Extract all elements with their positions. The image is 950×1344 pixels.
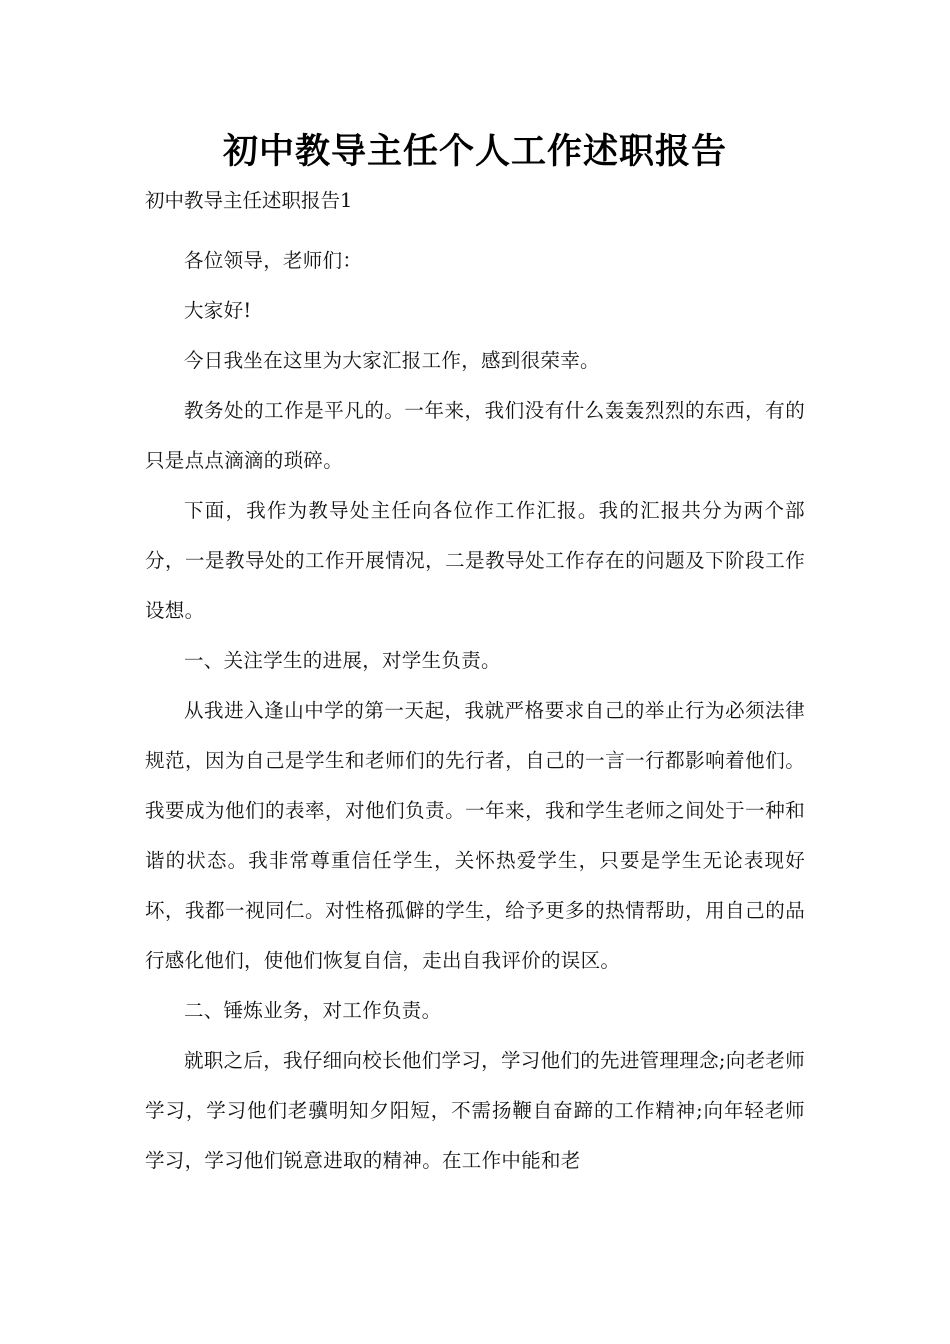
paragraph-greeting: 大家好! (184, 299, 252, 322)
paragraph-opening: 今日我坐在这里为大家汇报工作，感到很荣幸。 (184, 349, 600, 372)
paragraph-salutation: 各位领导，老师们： (184, 249, 363, 272)
paragraph-overview: 教务处的工作是平凡的。一年来，我们没有什么轰轰烈烈的东西，有的只是点点滴滴的琐碎。 (145, 399, 805, 472)
section-heading-2: 二、锤炼业务，对工作负责。 (184, 999, 442, 1022)
document-page (145, 128, 805, 1186)
section-heading-1: 一、关注学生的进展，对学生负责。 (184, 649, 501, 672)
document-title: 初中教导主任个人工作述职报告 (222, 132, 727, 172)
document-subtitle: 初中教导主任述职报告1 (145, 189, 353, 212)
paragraph-outline: 下面，我作为教导处主任向各位作工作汇报。我的汇报共分为两个部分，一是教导处的工作开展情况，二是教导处工作存在的问题及下阶段工作设想。 (145, 499, 805, 622)
paragraph-section-2: 就职之后，我仔细向校长他们学习，学习他们的先进管理理念;向老老师学习，学习他们老骥明知夕阳短，不需扬鞭自奋蹄的工作精神;向年轻老师学习，学习他们锐意进取的精神。在工作中能和老 (145, 1049, 805, 1172)
paragraph-section-1: 从我进入逢山中学的第一天起，我就严格要求自己的举止行为必须法律规范，因为自己是学生和老师们的先行者，自己的一言一行都影响着他们。我要成为他们的表率，对他们负责。一年来，我和学生老师之间处于一种和谐的状态。我非常尊重信任学生，关怀热爱学生，只要是学生无论表现好坏，我都一视同仁。对性格孤僻的学生，给予更多的热情帮助，用自己的品行感化他们，使他们恢复自信，走出自我评价的误区。 (145, 699, 805, 972)
